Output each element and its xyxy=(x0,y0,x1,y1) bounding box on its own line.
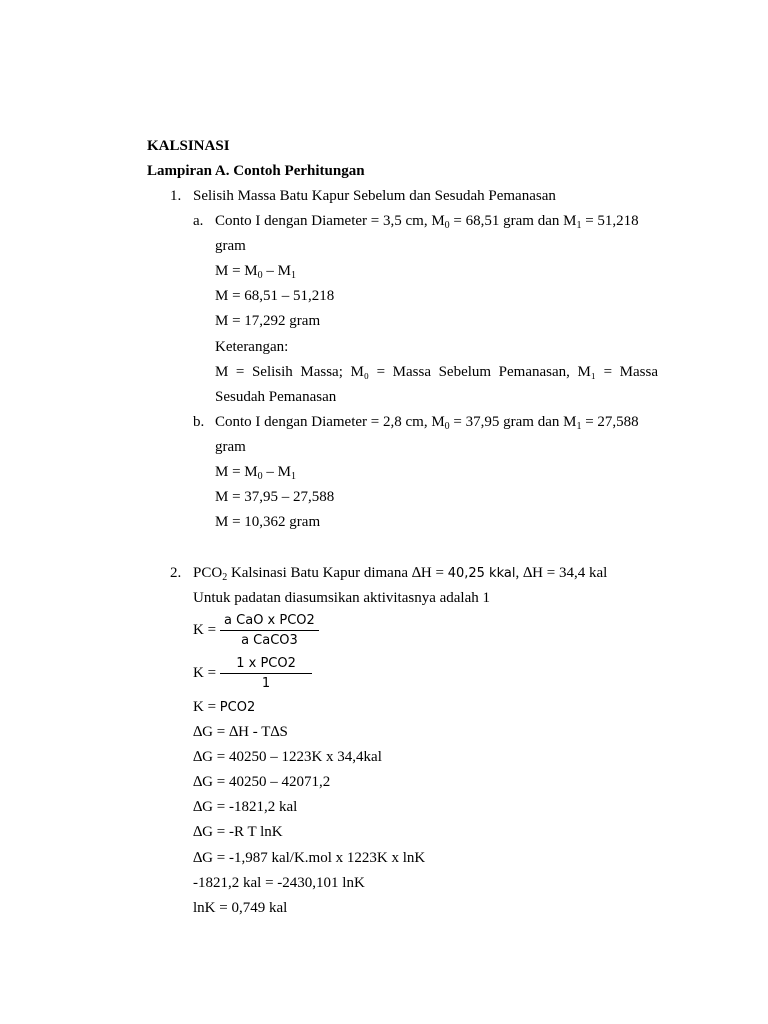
section2-number: 2. xyxy=(170,565,182,581)
fraction-2-numerator: 1 x PCO2 xyxy=(236,656,296,671)
calc-line-5: ∆G = -R T lnK xyxy=(193,824,283,840)
k-equals-pco2: K = PCO2 xyxy=(193,699,256,715)
note-word: M₁ xyxy=(577,364,597,380)
calc-line-3: ∆G = 40250 – 42071,2 xyxy=(193,774,331,790)
calc-line-1: ∆G = ∆H - T∆S xyxy=(193,724,288,740)
document-heading: KALSINASI xyxy=(147,138,230,154)
note-word: = xyxy=(376,364,386,380)
item-a-line2: gram xyxy=(215,238,246,254)
note-word: Sebelum xyxy=(438,364,492,380)
calc-line-7: -1821,2 kal = -2430,101 lnK xyxy=(193,875,365,891)
item-b-eq2: M = 37,95 – 27,588 xyxy=(215,489,335,505)
section1-title: Selisih Massa Batu Kapur Sebelum dan Sesudah Pemanasan xyxy=(193,188,556,204)
item-b-line1: Conto I dengan Diameter = 2,8 cm, $M_0 = 37,95$ gram dan $M_1 = 27,588$ xyxy=(215,414,639,432)
equilibrium-fraction-1 xyxy=(193,613,319,648)
calc-line-2: ∆G = 40250 – 1223K x 34,4kal xyxy=(193,749,382,765)
item-a-eq2: M = 68,51 – 51,218 xyxy=(215,288,335,304)
note-word: Selisih xyxy=(251,364,293,380)
note-word: Pemanasan, xyxy=(498,364,570,380)
calc-line-6: ∆G = -1,987 kal/K.mol x 1223K x lnK xyxy=(193,850,426,866)
item-a-note-line1 xyxy=(215,363,658,381)
item-a-marker: a. xyxy=(193,213,204,229)
item-b-marker: b. xyxy=(193,414,205,430)
note-word: M xyxy=(215,364,229,380)
note-word: Massa xyxy=(392,364,431,380)
fraction-1-denominator: a CaCO3 xyxy=(241,633,298,648)
section2-title: $PCO_2$ Kalsinasi Batu Kapur dimana ∆H = 40,25 kkal, ∆H = 34,4 kal xyxy=(193,565,608,583)
item-b-line2: gram xyxy=(215,439,246,455)
calc-line-8: lnK = 0,749 kal xyxy=(193,900,288,916)
note-word: M₀ xyxy=(350,364,370,380)
equilibrium-fraction-2 xyxy=(193,656,312,691)
item-a-eq3: M = 17,292 gram xyxy=(215,313,321,329)
fraction-2-lhs: K = xyxy=(193,665,217,681)
item-a-eq1: $M = M_0 - M_1$ xyxy=(215,263,296,281)
item-b-eq3: M = 10,362 gram xyxy=(215,514,321,530)
fraction-2-denominator: 1 xyxy=(261,676,271,691)
item-a-note-label: Keterangan: xyxy=(215,339,289,355)
section1-number: 1. xyxy=(170,188,182,204)
fraction-1-lhs: K = xyxy=(193,622,217,638)
assumption-text: Untuk padatan diasumsikan aktivitasnya adalah 1 xyxy=(193,590,491,606)
item-a-note-line2: Sesudah Pemanasan xyxy=(215,389,337,405)
note-word: = xyxy=(603,364,613,380)
note-word: Massa xyxy=(619,364,658,380)
item-a-line1: Conto I dengan Diameter = 3,5 cm, $M_0 = 68,51$ gram dan $M_1 = 51,218$ xyxy=(215,213,639,231)
appendix-title: Lampiran A. Contoh Perhitungan xyxy=(147,163,365,179)
note-word: = xyxy=(235,364,245,380)
fraction-1-numerator: a CaO x PCO2 xyxy=(224,613,315,628)
item-b-eq1: $M = M_0 - M_1$ xyxy=(215,464,296,482)
calc-line-4: ∆G = -1821,2 kal xyxy=(193,799,298,815)
note-word: Massa; xyxy=(300,364,343,380)
